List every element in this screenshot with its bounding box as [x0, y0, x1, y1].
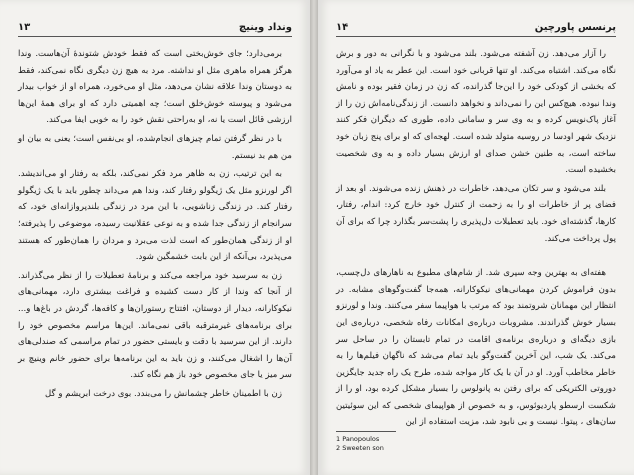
- left-page-body: [18, 46, 292, 402]
- left-page-title: ونداد وینیچ: [238, 22, 292, 33]
- book-gutter: [310, 0, 318, 475]
- right-page-header: [336, 22, 616, 37]
- right-page-number: ۱۴: [336, 22, 349, 33]
- paragraph: زن به سرسید خود مراجعه می‌کند و برنامهٔ تعطیلات را از نظر می‌گذراند. از آنجا که وندا از کار دست کشیده و فراغت بیشتری دارد، مهمانی‌های نیکوکارانه، دیدار از دوستان، افتتاح رستوران‌ها و کافه‌ها، گردش در باغ‌ها و... برای برنامه‌های غیرمترقبه باقی نمی‌ماند. این‌ها مراسم مخصوص خود را دارند. از این سرسید با دقت و بایستی حضور در تمام مراسمی که صندلی‌های آن‌ها را اشغال می‌کنند، و زن باید به این برنامه‌ها برای حضور خانم وینیچ بر سر میز یا جای مخصوص خود باز هم نگاه کند.: [18, 270, 292, 381]
- footnote: 1 Panopoulos: [336, 435, 380, 443]
- footnote: 2 Sweeten son: [336, 444, 384, 452]
- paragraph: را آزار می‌دهد. زن آشفته می‌شود. بلند می‌شود و با نگرانی به دور و برش نگاه می‌کند. اشتباه می‌کند. او تنها قربانی خود است. این عطر به یاد او می‌آورد که بخشی از کودکی خود را این‌جا گذرانده، که زن در زمان فقیر بوده و نامش وندا نبوده. هیچ‌کس این را نمی‌داند و نخواهد دانست. از زندگی‌نامه‌اش زن را از آغاز پاک‌نویس کرده و به وی سر و سامانی داده، طوری که دیگران فکر کنند نزدیک شهر اودسا در روسیه متولد شده است. لهجه‌ای که او برای پنج زبان خود ساخته است، به طنین خشن صدای او ارزش بسیار داده و به وی شخصیت بخشیده است.: [336, 49, 616, 176]
- paragraph: با در نظر گرفتن تمام چیزهای انجام‌شده، او بی‌نفس است؛ یعنی به بیان او من هم بد نیستم.: [18, 133, 292, 161]
- paragraph: برمی‌دارد؛ جای خوش‌بختی است که فقط خودش شتوندهٔ آن‌هاست. وندا هرگز همراه ماهری مثل او نداشته. مرد به هیچ زن دیگری نگاه نمی‌کند، فقط به دوستان وندا علاقه نشان می‌دهد، مثل او می‌خورد، همراه او از خواب بیدار می‌شود و پیوسته خوش‌خلق است؛ چه اهمیتی دارد که او برای همهٔ این‌ها ارزشی قائل است یا نه، او به‌راحتی نقش خود را به خوبی ایفا می‌کند.: [18, 49, 292, 126]
- footnote-rule: [336, 431, 396, 432]
- left-page-header: [18, 22, 292, 37]
- footnotes: [336, 431, 434, 453]
- right-page-body: [336, 46, 616, 431]
- paragraph: بلند می‌شود و سر تکان می‌دهد، خاطرات در ذهنش زنده می‌شوند. او بعد از فضای پر از خاطرات او را به زحمت از کنترل خود خارج کرد: اندام، رفتار، کارها، گذشته‌ای خود. باید تعطیلات دل‌پذیری را پشت‌سر بگذارد چرا که برای آن پول پرداخت می‌کند.: [336, 183, 616, 244]
- right-page: [318, 0, 634, 475]
- paragraph: زن با اطمینان خاطر چشمانش را می‌بندد. بوی درخت ابریشم و گل: [45, 388, 282, 399]
- paragraph: هفته‌ای به بهترین وجه سپری شد. از شام‌های مطبوع به ناهارهای دل‌چسب، بدون فراموش کردن مهمانی‌های نیکوکارانه، همه‌جا گفت‌وگوهای مشابه. در انتظار این مهمانان شروتمند بود که مرتب با هواپیما سفر می‌کنند. وندا و لورنزو بسیار خوش گذراندند. مشروبات درباره‌ی امکانات رفاه شخصی، درباره‌ی این بازی دیگه‌ای و درباره‌ی برنامه‌ی اقامت در تمام تابستان را در ساحل سر می‌کند. یک شب، این آخرین گفت‌وگو باید تمام می‌شد که ناگهان فیلم‌ها را به خاطر مخاطب آورد. او در آن با یک کار مواجه شده، طرح یک راه جدید جایگزین دوروتی الکتریکی که برای رفتن به پانولوس را بسیار مشکل کرده بود، او را از شکست ارسطو پاردیوئوس، و به خصوص از هواپیمای شخصی که این سوئیتین سان‌های ، پیتوا. نیست و بی نابود شد، مزیت استفاده از این: [336, 268, 616, 428]
- left-page-number: ۱۳: [18, 22, 31, 33]
- paragraph: به این ترتیب، زن به ظاهر مرد فکر نمی‌کند، بلکه به رفتار او می‌اندیشد. اگر لورنزو مثل یک ژیگولو رفتار کند، وندا هم می‌داند چطور باید با یک ژیگولو رفتار کند. در زندگی زناشویی، با این مرد در زندگی بلندپروازانه‌ای خود، که سرانجام از زندگی جدا شده و به نوعی عقلانیت رسیده، موضوعی را پذیرفته؛ او از زندگی همان‌طور که است لذت می‌برد و مردان را همان‌طور که هستند می‌پذیرد، بی‌آنکه از این بابت خشمگین شود.: [18, 169, 292, 263]
- right-page-title: پرنسس پاورچین: [534, 22, 616, 33]
- left-page: [0, 0, 310, 475]
